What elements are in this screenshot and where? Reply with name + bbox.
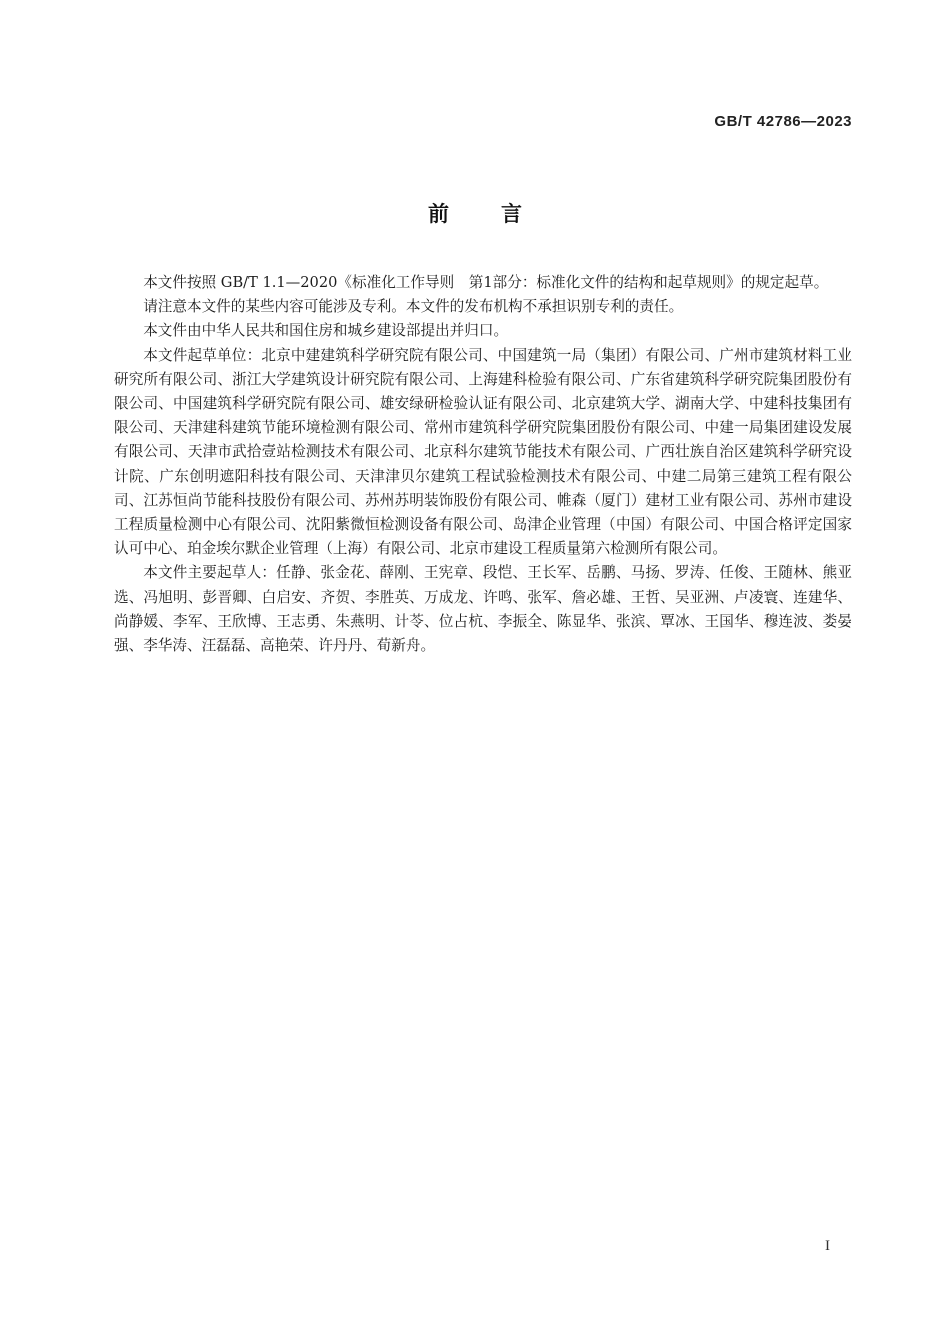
paragraph-drafting-units: 本文件起草单位：北京中建建筑科学研究院有限公司、中国建筑一局（集团）有限公司、广州市建筑材料工业研究所有限公司、浙江大学建筑设计研究院有限公司、上海建科检验有限公司、广东省建筑科学研究院集团股份有限公司、中国建筑科学研究院有限公司、雄安绿研检验认证有限公司、北京建筑大学、湖南大学、中建科技集团有限公司、天津建科建筑节能环境检测有限公司、常州市建筑科学研究院集团股份有限公司、中建一局集团建设发展有限公司、天津市武拾壹站检测技术有限公司、北京科尔建筑节能技术有限公司、广西壮族自治区建筑科学研究设计院、广东创明遮阳科技有限公司、天津津贝尔建筑工程试验检测技术有限公司、中建二局第三建筑工程有限公司、江苏恒尚节能科技股份有限公司、苏州苏明装饰股份有限公司、帷森（厦门）建材工业有限公司、苏州市建设工程质量检测中心有限公司、沈阳紫微恒检测设备有限公司、岛津企业管理（中国）有限公司、中国合格评定国家认可中心、珀金埃尔默企业管理（上海）有限公司、北京市建设工程质量第六检测所有限公司。 — [114, 346, 852, 558]
page-title: 前言 — [428, 202, 574, 226]
page-number: I — [825, 1238, 830, 1254]
standard-number: GB/T 42786—2023 — [714, 113, 852, 130]
paragraph-drafters: 本文件主要起草人：任静、张金花、薛刚、王宪章、段恺、王长军、岳鹏、马扬、罗涛、任俊、王随林、熊亚选、冯旭明、彭晋卿、白启安、齐贺、李胜英、万成龙、许鸣、张军、詹必雄、王哲、吴亚洲、卢凌寰、连建华、尚静媛、李军、王欣博、王志勇、朱燕明、计苓、位占杭、李振全、陈显华、张滨、覃冰、王国华、穆连波、娄晏强、李华涛、汪磊磊、高艳荣、许丹丹、荀新舟。 — [114, 564, 852, 655]
paragraph-proposer: 本文件由中华人民共和国住房和城乡建设部提出并归口。 — [143, 322, 509, 340]
foreword-body — [114, 271, 852, 658]
paragraph-drafting-rules: 本文件按照 GB/T 1.1—2020《标准化工作导则 第1部分：标准化文件的结构和起草规则》的规定起草。 — [143, 274, 829, 291]
paragraph-patent-notice: 请注意本文件的某些内容可能涉及专利。本文件的发布机构不承担识别专利的责任。 — [143, 298, 684, 316]
